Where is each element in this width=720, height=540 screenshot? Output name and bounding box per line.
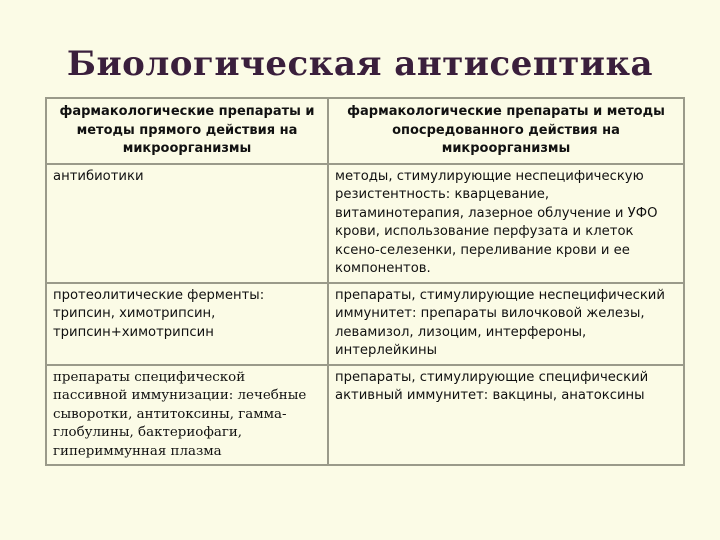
table-cell: препараты, стимулирующие специфический активный иммунитет: вакцины, анатоксины: [328, 365, 684, 466]
table-header-row: [46, 98, 684, 164]
table-cell: методы, стимулирующие неспецифическую резистентность: кварцевание, витаминотерапия, лазерное облучение и УФО крови, использование перфузата и клеток ксено-селезенки, переливание крови и ее компонентов.: [328, 164, 684, 283]
header-direct-action: фармакологические препараты и методы прямого действия на микроорганизмы: [46, 98, 328, 164]
table-cell: препараты, стимулирующие неспецифический иммунитет: препараты вилочковой железы, левамизол, лизоцим, интерфероны, интерлейкины: [328, 283, 684, 365]
page-title: Биологическая антисептика: [66, 44, 654, 84]
antiseptics-table: [45, 97, 685, 466]
table-cell: антибиотики: [46, 164, 328, 283]
header-indirect-action: фармакологические препараты и методы опосредованного действия на микроорганизмы: [328, 98, 684, 164]
table-row: [46, 164, 684, 283]
table-cell: препараты специфической пассивной иммунизации: лечебные сыворотки, антитоксины, гамма-глобулины, бактериофаги, гипериммунная плазма: [46, 365, 328, 466]
table-row: [46, 283, 684, 365]
table-cell: протеолитические ферменты: трипсин, химотрипсин, трипсин+химотрипсин: [46, 283, 328, 365]
table-row: [46, 365, 684, 466]
